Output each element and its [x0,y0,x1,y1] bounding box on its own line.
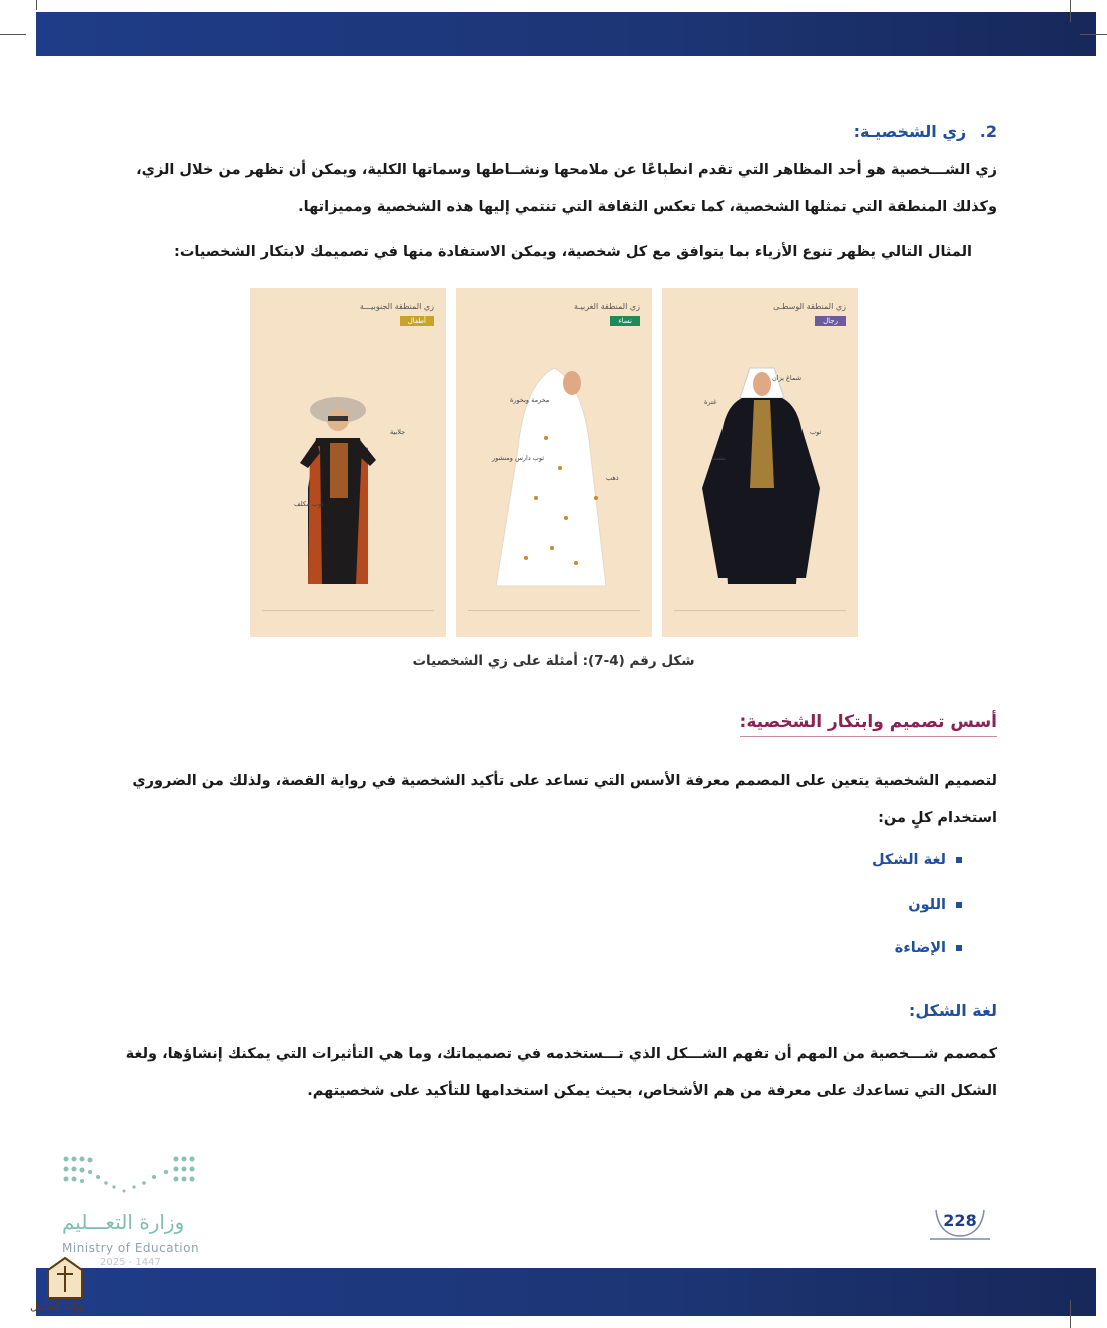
top-banner [36,12,1096,56]
bullet-icon [956,902,962,908]
crop-mark [0,34,26,35]
paragraph-line: استخدام كلٍ من: [878,810,997,826]
watermark-text: بوابة الحلول [30,1300,86,1313]
ministry-name-arabic: وزارة التعـــليم [62,1210,185,1234]
woman-costume-illustration [456,288,652,637]
figure-footer-line [262,610,434,611]
figure-annotation: ذهب [606,474,619,482]
paragraph-line: لتصميم الشخصية يتعين على المصمم معرفة الأسس التي تساعد على تأكيد الشخصية في رواية القصة، ولذلك من الضروري [132,773,997,789]
section-title: زي الشخصيـة: [853,122,967,141]
ministry-logo-dots [62,1155,202,1200]
bottom-banner [36,1268,1096,1316]
page-number: 228 [943,1211,977,1230]
bullet-label: الإضاءة [894,940,946,956]
bullet-icon [956,857,962,863]
figure-header: زي المنطقة الغربيـة [573,302,640,311]
crop-mark [1080,34,1107,35]
figure-annotation: ثوب [810,428,822,436]
figure-tag: رجال [815,316,846,326]
watermark-logo-icon [44,1256,86,1302]
figure-annotation: غترة [704,398,717,406]
figure-tag: نساء [610,316,640,326]
figure-caption: شكل رقم (4-7): أمثلة على زي الشخصيات [412,653,695,669]
crop-mark [1070,0,1071,22]
figure-header: زي المنطقة الوسطـى [773,302,846,311]
paragraph-line: زي الشـــخصية هو أحد المظاهر التي تقدم انطباعًا عن ملامحها ونشــاطها وسماتها الكلية، ويمكن أن تظهر من خلال الزي، [136,162,997,178]
man-costume-illustration [662,288,858,637]
ministry-name-english: Ministry of Education [62,1241,200,1255]
subsection-title: أسس تصميم وابتكار الشخصية: [740,712,997,737]
child-costume-illustration [250,288,446,637]
figure-annotation: بشت [712,454,726,462]
bullet-label: اللون [908,897,946,913]
figure-tag: أطفال [400,316,434,326]
bullet-label: لغة الشكل [871,852,946,868]
bullet-item [895,940,962,956]
paragraph-line: الشكل التي تساعدك على معرفة من هم الأشخاص، بحيث يمكن استخدامها للتأكيد على شخصيتهم. [307,1083,997,1099]
bullet-item [908,897,962,913]
paragraph [122,234,972,271]
figure-footer-line [468,610,640,611]
section-heading [854,122,997,141]
bullet-icon [956,945,962,951]
figure-footer-line [674,610,846,611]
costume-figure-west [456,288,652,637]
paragraph [117,1036,997,1110]
costume-figure-south [250,288,446,637]
paragraph-line: وكذلك المنطقة التي تمثلها الشخصية، كما تعكس الثقافة التي تنتمي إليها هذه الشخصية ومميزاتها. [298,199,997,215]
paragraph [117,763,997,837]
figure-header: زي المنطقة الجنوبيـــة [359,302,434,311]
paragraph [117,152,997,226]
paragraph-line: كمصمم شـــخصية من المهم أن تفهم الشـــكل الذي تـــستخدمه في تصميماتك، وما هي التأثيرات التي يمكنك إنشاؤها، ولغة [125,1046,997,1062]
figure-annotation: مخرمة وبخورة [510,396,550,404]
edition-year: 2025 - 1447 [100,1257,161,1268]
figure-annotation: شماغ يزان [772,374,802,382]
section-number: 2. [979,122,997,141]
page-number-badge [930,1206,990,1240]
bullet-item [872,852,962,868]
costume-figure-central [662,288,858,637]
section-title: لغة الشكل: [908,1001,997,1020]
figure-annotation: جلابية [390,428,406,436]
crop-mark [1070,1300,1071,1328]
crop-mark [36,0,37,10]
figure-annotation: ثوب مكلف [294,500,324,508]
paragraph-line: المثال التالي يظهر تنوع الأزياء بما يتوافق مع كل شخصية، ويمكن الاستفادة منها في تصميمك لابتكار الشخصيات: [174,244,972,260]
figure-annotation: ثوب دارس ومنشور [492,454,545,462]
